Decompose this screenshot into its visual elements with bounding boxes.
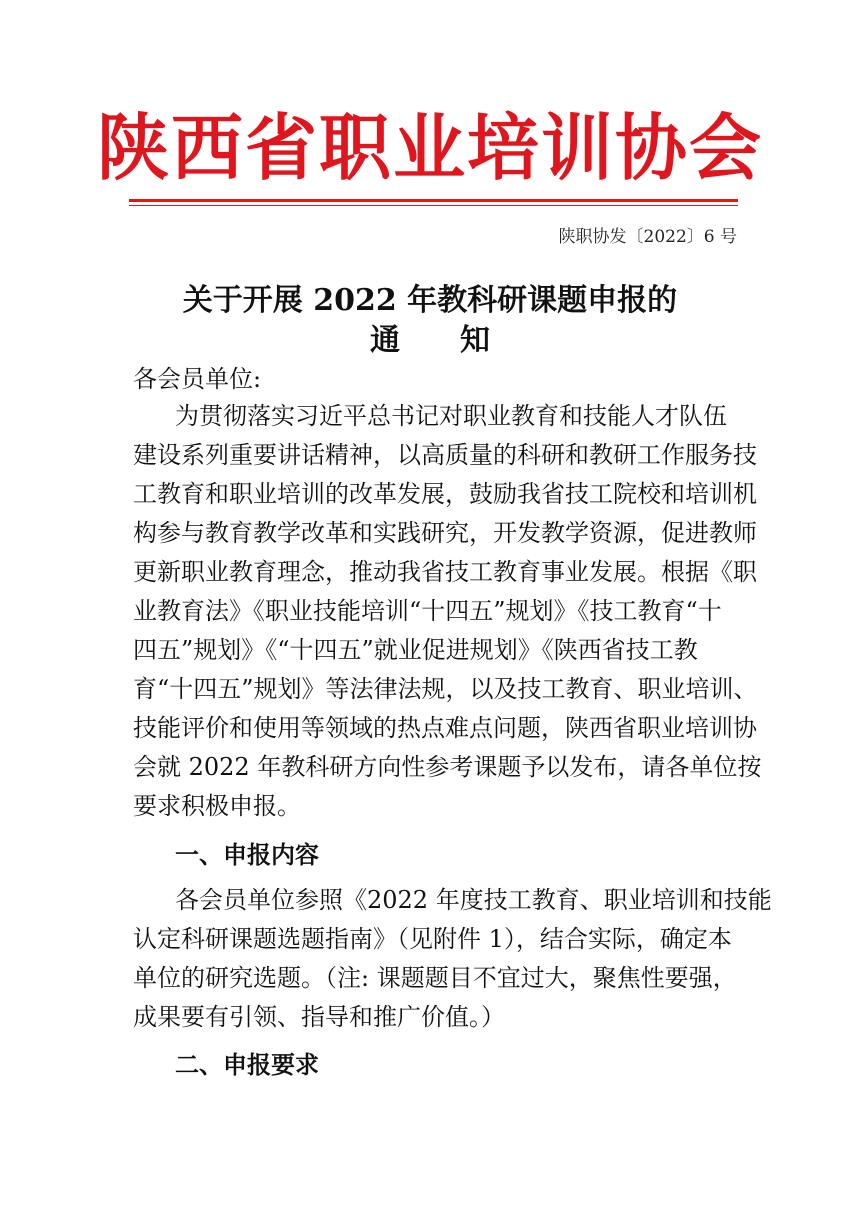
document-number: 陕职协发〔2022〕6 号 xyxy=(558,227,737,247)
paragraph-line: 更新职业教育理念，推动我省技工教育事业发展。根据《职 xyxy=(133,558,757,586)
header-rule-thin xyxy=(129,205,738,206)
notice-title-char: 通 xyxy=(370,323,400,358)
paragraph-line: 技能评价和使用等领域的热点难点问题，陕西省职业培训协 xyxy=(133,714,757,742)
paragraph-line: 各会员单位参照《2022 年度技工教育、职业培训和技能 xyxy=(175,886,772,914)
paragraph-line: 成果要有引领、指导和推广价值。） xyxy=(133,1003,505,1031)
notice-title-char: 知 xyxy=(460,323,490,358)
paragraph-line: 业教育法》《职业技能培训“十四五”规划》《技工教育“十 xyxy=(133,597,722,625)
section-heading: 二、申报要求 xyxy=(175,1050,319,1079)
paragraph-line: 单位的研究选题。（注: 课题题目不宜过大，聚焦性要强， xyxy=(133,964,737,992)
notice-title-line1: 关于开展 2022 年教科研课题申报的 xyxy=(182,283,678,318)
notice-title-line2 xyxy=(0,315,860,359)
paragraph-line: 育“十四五”规划》等法律法规，以及技工教育、职业培训、 xyxy=(133,675,758,703)
paragraph-line: 四五”规划》《“十四五”就业促进规划》《陕西省技工教 xyxy=(133,636,698,664)
header-rule-thick xyxy=(129,199,738,202)
section-heading: 一、申报内容 xyxy=(175,840,319,869)
paragraph-line: 构参与教育教学改革和实践研究，开发教学资源，促进教师 xyxy=(133,519,757,547)
paragraph-line: 要求积极申报。 xyxy=(133,792,301,820)
paragraph-line: 建设系列重要讲话精神，以高质量的科研和教研工作服务技 xyxy=(133,441,757,469)
paragraph-line: 工教育和职业培训的改革发展，鼓励我省技工院校和培训机 xyxy=(133,480,757,508)
paragraph-line: 会就 2022 年教科研方向性参考课题予以发布，请各单位按 xyxy=(133,753,762,781)
paragraph-line: 为贯彻落实习近平总书记对职业教育和技能人才队伍 xyxy=(175,402,727,430)
org-title: 陕西省职业培训协会 xyxy=(96,105,763,190)
salutation: 各会员单位: xyxy=(133,365,262,393)
paragraph-line: 认定科研课题选题指南》（见附件 1），结合实际，确定本 xyxy=(133,925,732,953)
